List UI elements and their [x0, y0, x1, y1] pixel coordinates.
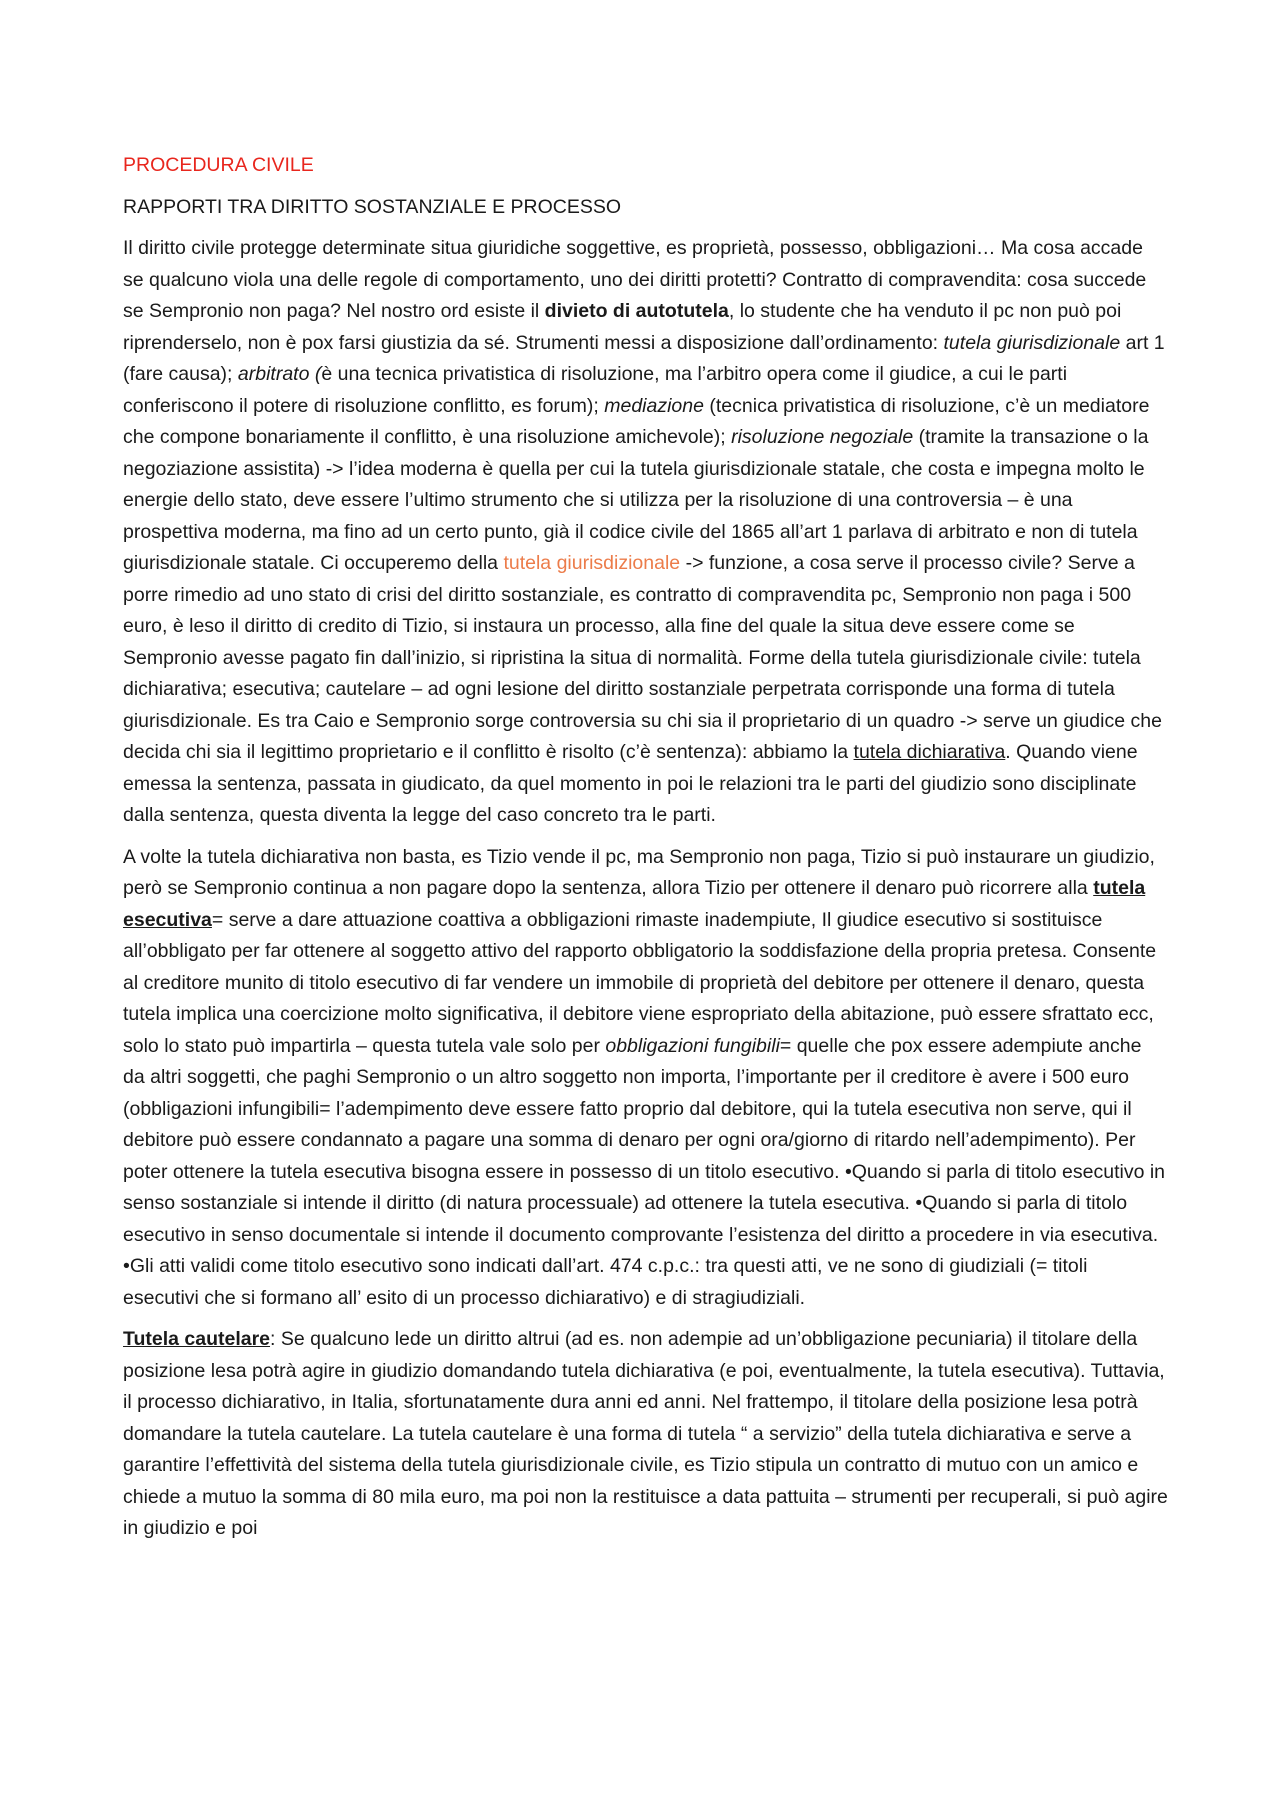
text-run: arbitrato (: [237, 363, 322, 385]
text-run: = quelle che pox essere adempiute anche da altri soggetti, che paghi Sempronio o un altro soggetto non importa, l’importante per il creditore è avere i 500 euro (obbligazioni infungibili= l’adempimento deve essere fatto proprio dal debitore, qui la tutela esecutiva non serve, qui il debitore può essere condannato a pagare una somma di denaro per ogni ora/giorno di ritardo nell’adempimento). Per poter ottenere la tutela esecutiva bisogna essere in possesso di un titolo esecutivo. •Quando si parla di titolo esecutivo in senso sostanziale si intende il diritto (di natura processuale) ad ottenere la tutela esecutiva. •Quando si parla di titolo esecutivo in senso documentale si intende il documento comprovante l’esistenza del diritto a procedere in via esecutiva. •Gli atti validi come titolo esecutivo sono indicati dall’art. 474 c.p.c.: tra questi atti, ve ne sono di giudiziali (= titoli esecutivi che si formano all’ esito di un processo dichiarativo) e di stragiudiziali.: [123, 1034, 1166, 1309]
text-run: . Quando viene emessa la sentenza, passata in giudicato, da quel momento in poi le relazioni tra le parti del giudizio sono disciplinate dalla sentenza, questa diventa la legge del caso concreto tra le parti.: [123, 741, 1138, 826]
text-run: obbligazioni fungibili: [605, 1034, 780, 1057]
text-run: tutela giurisdizionale: [943, 331, 1121, 354]
document-body: [123, 233, 1168, 1545]
paragraph-tutela-cautelare: [123, 1324, 1168, 1545]
text-run: : Se qualcuno lede un diritto altrui (ad es. non adempie ad un’obbligazione pecuniaria) il titolare della posizione lesa potrà agire in giudizio domandando tutela dichiarativa (e poi, eventualmente, la tutela esecutiva). Tuttavia, il processo dichiarativo, in Italia, sfortunatamente dura anni ed anni. Nel frattempo, il titolare della posizione lesa potrà domandare la tutela cautelare. La tutela cautelare è una forma di tutela “ a servizio” della tutela dichiarativa e serve a garantire l’effettività del sistema della tutela giurisdizionale civile, es Tizio stipula un contratto di mutuo con un amico e chiede a mutuo la somma di 80 mila euro, ma poi non la restituisce a data pattuita – strumenti per recuperali, si può agire in giudizio e poi: [123, 1328, 1168, 1539]
text-run: (tramite la transazione o la negoziazione assistita) -> l’idea moderna è quella per cui la tutela giurisdizionale statale, che costa e impegna molto le energie dello stato, deve essere l’ultimo strumento che si utilizza per la risoluzione di una controversia – è una prospettiva moderna, ma fino ad un certo punto, già il codice civile del 1865 all’art 1 parlava di arbitrato e non di tutela giurisdizionale statale. Ci occuperemo della: [123, 426, 1149, 574]
text-run: tutela giurisdizionale: [503, 552, 681, 574]
text-run: (tecnica privatistica di risoluzione, c’è un mediatore che compone bonariamente il conflitto, è una risoluzione amichevole);: [123, 394, 1150, 448]
text-run: risoluzione negoziale: [731, 426, 914, 448]
text-run: , lo studente che ha venduto il pc non può poi riprenderselo, non è pox farsi giustizia da sé. Strumenti messi a disposizione dall’ordinamento:: [123, 300, 1122, 354]
document-title: PROCEDURA CIVILE: [123, 154, 314, 176]
text-run: Il diritto civile protegge determinate situa giuridiche soggettive, es proprietà, possesso, obbligazioni… Ma cosa accade se qualcuno viola una delle regole di comportamento, uno dei diritti protetti? Contratto di compravendita: cosa succede se Sempronio non paga? Nel nostro ord esiste il: [123, 237, 1147, 322]
text-run: = serve a dare attuazione coattiva a obbligazioni rimaste inadempiute, Il giudice esecutivo si sostituisce all’obbligato per far ottenere al soggetto attivo del rapporto obbligatorio la soddisfazione della propria pretesa. Consente al creditore munito di titolo esecutivo di far vendere un immobile di proprietà del debitore per ottenere il denaro, questa tutela implica una coercizione molto significativa, il debitore viene espropriato della abitazione, può essere sfrattato ecc, solo lo stato può impartirla – questa tutela vale solo per: [123, 908, 1157, 1057]
text-run: divieto di autotutela: [544, 300, 729, 322]
text-run: è una tecnica privatistica di risoluzione, ma l’arbitro opera come il giudice, a cui le parti conferiscono il potere di risoluzione conflitto, es forum);: [123, 363, 1068, 417]
text-run: tutela dichiarativa: [853, 741, 1006, 763]
text-run: -> funzione, a cosa serve il processo civile? Serve a porre rimedio ad uno stato di crisi del diritto sostanziale, es contratto di compravendita pc, Sempronio non paga i 500 euro, è leso il diritto di credito di Tizio, si instaura un processo, alla fine del quale la situa deve essere come se Sempronio avesse pagato fin dall’inizio, si ripristina la situa di normalità. Forme della tutela giurisdizionale civile: tutela dichiarativa; esecutiva; cautelare – ad ogni lesione del diritto sostanziale perpetrata corrisponde una forma di tutela giurisdizionale. Es tra Caio e Sempronio sorge controversia su chi sia il proprietario di un quadro -> serve un giudice che decida chi sia il legittimo proprietario e il conflitto è risolto (c’è sentenza): abbiamo la: [123, 552, 1162, 763]
text-run: A volte la tutela dichiarativa non basta, es Tizio vende il pc, ma Sempronio non paga, Tizio si può instaurare un giudizio, però se Sempronio continua a non pagare dopo la sentenza, allora Tizio per ottenere il denaro può ricorrere alla: [123, 845, 1155, 899]
paragraph-tutela-esecutiva: [123, 842, 1168, 1315]
text-run: mediazione: [604, 394, 704, 417]
document-subtitle: RAPPORTI TRA DIRITTO SOSTANZIALE E PROCESSO: [123, 195, 622, 218]
paragraph-intro: [123, 233, 1168, 832]
text-run: Tutela cautelare: [123, 1328, 271, 1350]
text-run: art 1 (fare causa);: [123, 331, 1165, 385]
document-page: [123, 150, 1168, 1555]
text-run: tutela esecutiva: [123, 877, 1146, 931]
